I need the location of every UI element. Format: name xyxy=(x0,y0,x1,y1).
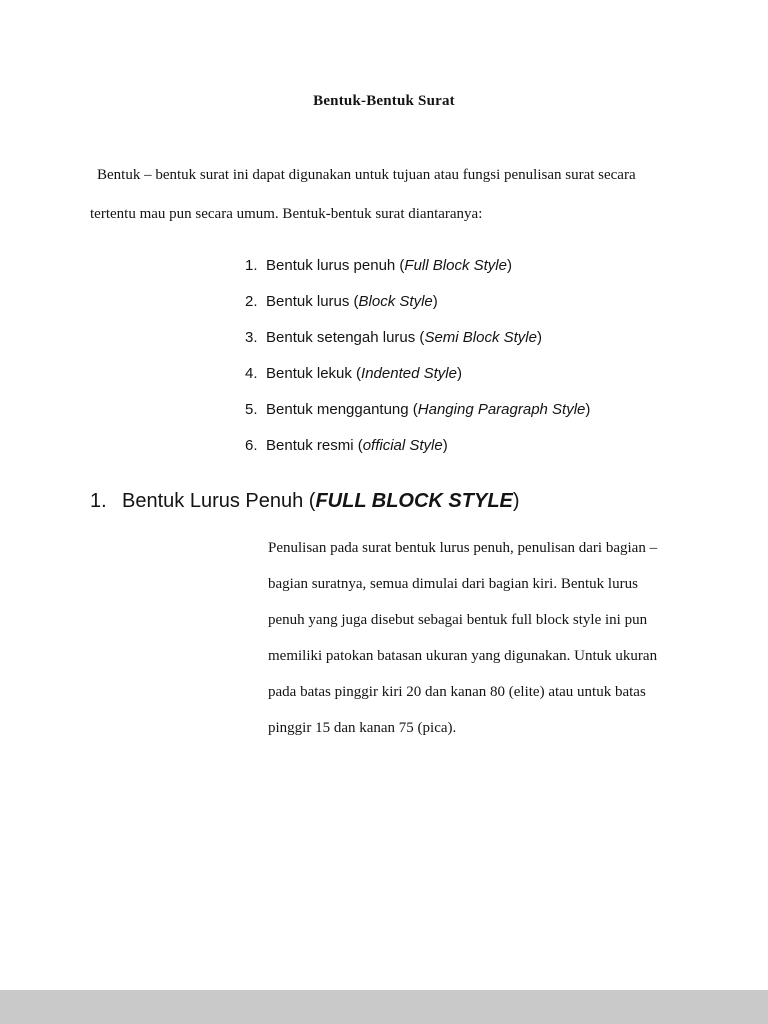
section-heading-emphasis: FULL BLOCK STYLE xyxy=(315,490,513,512)
list-item-number: 6. xyxy=(245,437,258,454)
list-item xyxy=(245,356,768,392)
list-item-close-paren: ) xyxy=(456,365,462,382)
section-heading xyxy=(90,488,768,514)
document-title: Bentuk-Bentuk Surat xyxy=(313,93,455,109)
list-item-close-paren: ) xyxy=(432,293,438,310)
list-item-close-paren: ) xyxy=(506,257,512,274)
list-item-number: 2. xyxy=(245,293,258,310)
list-item-close-paren: ) xyxy=(536,329,542,346)
list-item-number: 4. xyxy=(245,365,258,382)
list-item-number: 3. xyxy=(245,329,258,346)
letter-styles-list xyxy=(245,248,768,464)
section-heading-label: Bentuk Lurus Penuh ( xyxy=(122,490,316,512)
list-item-close-paren: ) xyxy=(585,401,591,418)
list-item-label: Bentuk lekuk ( xyxy=(266,365,362,382)
list-item-close-paren: ) xyxy=(442,437,448,454)
list-item-number: 5. xyxy=(245,401,258,418)
list-item-style-name: official Style xyxy=(362,437,443,454)
section-body-paragraph: Penulisan pada surat bentuk lurus penuh, penulisan dari bagian – bagian suratnya, semua dimulai dari bagian kiri. Bentuk lurus penuh yang juga disebut sebagai bentuk full block style ini pun memiliki patokan batasan ukuran yang digunakan. Untuk ukuran pada batas pinggir kiri 20 dan kanan 80 (elite) atau untuk batas pinggir 15 dan kanan 75 (pica). xyxy=(268,540,658,736)
section-heading-number: 1. xyxy=(90,490,107,512)
list-item-style-name: Semi Block Style xyxy=(424,329,537,346)
list-item xyxy=(245,284,768,320)
list-item-label: Bentuk lurus penuh ( xyxy=(266,257,405,274)
list-item-label: Bentuk setengah lurus ( xyxy=(266,329,425,346)
list-item xyxy=(245,392,768,428)
list-item-style-name: Full Block Style xyxy=(404,257,507,274)
list-item xyxy=(245,428,768,464)
list-item-label: Bentuk resmi ( xyxy=(266,437,363,454)
list-item-label: Bentuk lurus ( xyxy=(266,293,359,310)
list-item-style-name: Indented Style xyxy=(361,365,457,382)
list-item xyxy=(245,248,768,284)
list-item-label: Bentuk menggantung ( xyxy=(266,401,418,418)
list-item xyxy=(245,320,768,356)
section-heading-close-paren: ) xyxy=(512,490,520,512)
list-item-style-name: Hanging Paragraph Style xyxy=(417,401,586,418)
list-item-number: 1. xyxy=(245,257,258,274)
list-item-style-name: Block Style xyxy=(358,293,433,310)
intro-paragraph: Bentuk – bentuk surat ini dapat digunakan untuk tujuan atau fungsi penulisan surat secara tertentu mau pun secara umum. Bentuk-bentuk surat diantaranya: xyxy=(90,167,636,222)
